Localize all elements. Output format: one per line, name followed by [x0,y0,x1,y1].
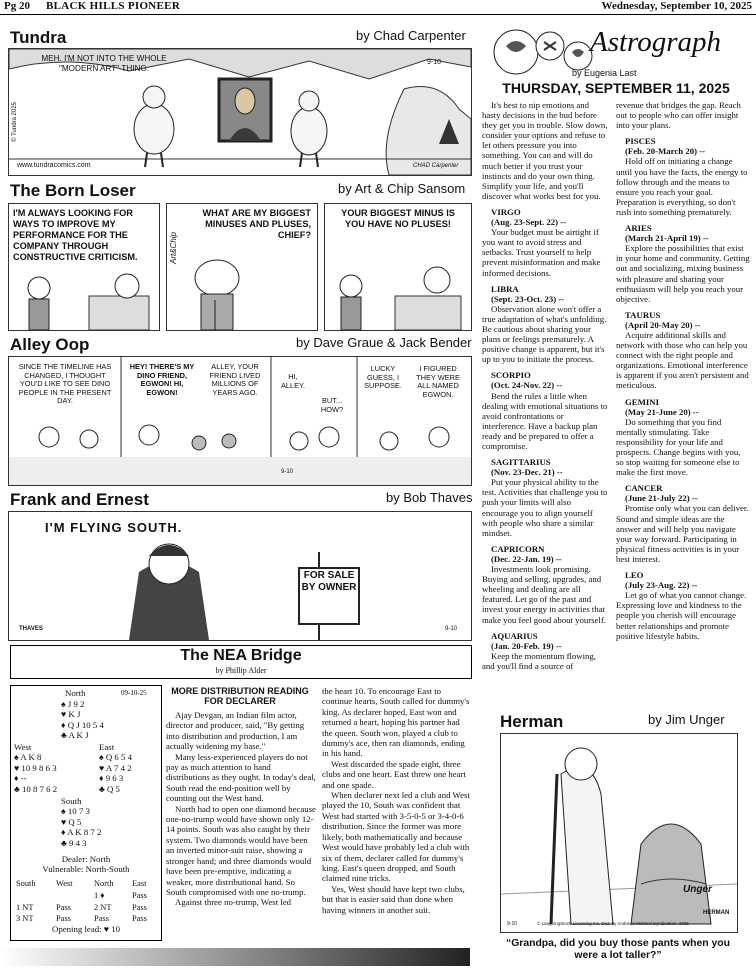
herman-title: Herman [500,712,564,731]
herman-brand: HERMAN [703,910,730,916]
born-loser-speech-3: YOUR BIGGEST MINUS IS YOU HAVE NO PLUSES! [341,208,455,229]
sign-scorpio: SCORPIO [491,370,531,381]
alley-oop-speech-2a: HEY! THERE'S MY DINO FRIEND, EGWON! HI, EGWON! [129,362,195,397]
herman-byline: by Jim Unger [648,712,725,727]
sign-cancer: CANCER [625,483,663,494]
sign-gemini: GEMINI [625,396,660,407]
astrograph-byline: by Eugenia Last [572,68,637,78]
sign-aquarius: AQUARIUS [491,630,538,641]
astrograph-header [482,28,750,98]
sign-virgo: VIRGO [491,206,521,217]
sign-libra: LIBRA [491,283,519,294]
sign-aries: ARIES [625,223,652,234]
tundra-site: www.tundracomics.com [17,162,91,169]
sign-sagittarius: SAGITTARIUS [491,457,551,468]
bridge-north-hand: ♠ J 9 2 ♥ K J ♦ Q J 10 5 4 ♣ A K J [61,699,104,741]
sign-leo: LEO [625,570,644,581]
born-loser-speech-1: I'M ALWAYS LOOKING FOR WAYS TO IMPROVE MY PERFORMANCE FOR THE COMPANY THROUGH CONSTRUCTIVE CRITICISM. [13,208,138,262]
bridge-byline: by Phillip Alder [215,666,267,675]
herman-caption: “Grandpa, did you buy those pants when you were a lot taller?” [506,938,730,961]
page-header [0,0,756,15]
astrograph-column-2: revenue that bridges the gap. Reach out to people who can offer insight into your plans. PISCES (Feb. 20-March 20) -- Hold off on initiating a change until you have the facts, the energy to follow through and the means to ensure you reach your goal. Preparation is everything, so don't rush into something prematurely. ARIES (March 21-April 19) -- Explore the possibilities that exist in your home and community. Getting out and socializing, mixing business with pleasure and sharing your enthusiasm will help you reach your objective. TAURUS (April 20-May 20) -- Acquire additional skills and network with those who can help you connect with the right people and organizations. Emotional interference is apparent if you aren't persistent and meticulous. GEMINI (May 21-June 20) -- Do something that you find mentally stimulating. Take responsibility for your life and prospects. Change begins with you, so stop waiting for someone else to make the first move. CANCER (June 21-July 22) -- Promise only what you can deliver. Sound and simple ideas are the answer and will help you navigate your way forward. Participating in physical fitness activities is in your best interest. LEO (July 23-Aug. 22) -- Let go of what you cannot change. Expressing love and kindness to the people you cherish will encourage better relationships and promote positive lifestyle habits. [616,100,750,641]
frank-ernest-panel [8,511,472,641]
born-loser-byline: by Art & Chip Sansom [338,181,466,196]
born-loser-signature: Art&Chip [169,231,178,264]
alley-oop-byline: by Dave Graue & Jack Bender [296,335,472,350]
page-number: Pg 20 [4,0,30,12]
alley-oop-speech-1: SINCE THE TIMELINE HAS CHANGED, I THOUGHT YOU'D LIKE TO SEE DINO PEOPLE IN THE PRESENT DAY. [18,362,112,406]
alley-oop-speech-4a: LUCKY GUESS, I SUPPOSE. [364,364,402,391]
born-loser-panel-1 [8,203,160,331]
frank-ernest-byline: by Bob Thaves [386,490,473,505]
page-date: Wednesday, September 10, 2025 [601,0,752,12]
bridge-column-2: the heart 10. To encourage East to continue hearts, South called for dummy's king. As declarer hoped, East won and returned a heart, hoping his partner had the queen. South won, played a club to dummy's ace, then ran diamonds, ending in his hand. West discarded the spade eight, three clubs and one heart. East threw one heart and one spade. When declarer next led a club and West played the 10, South was confident that West had started with 3-5-0-5 or 3-4-0-6 distribution. Since the former was more likely, both mathematically and because West would have probably led a club with six of them, declarer called for dummy's king. East's queen dropped, and South claimed nine tricks. Yes, West should have kept two clubs, but that is easier said than done when having winners in another suit. [322,686,470,915]
bridge-south-hand: South ♠ 10 7 3 ♥ Q 5 ♦ A K 8 7 2 ♣ 9 4 3 [61,796,102,848]
tundra-title: Tundra [10,28,67,47]
tundra-panel [8,48,472,176]
bridge-column-1: Ajay Devgan, an Indian film actor, director and producer, said, "By getting into distribution and production, I am actually widening my base." Many less-experienced players do not pay as much attention to hand distributions as they ought. In today's deal, South read the end-position well by counting out the West hand. North had to open one diamond because one-no-trump would have shown only 12-14 points. South was also caught by their system. Two diamonds would have been an inverted minor-suit raise, showing a stronger hand; and three diamonds would have been pre-emptive, indicating a weaker, more distributional hand. So South compromised with one no-trump. Against three no-trump, West led [166,710,316,908]
frank-ernest-caption: I'M FLYING SOUTH. [45,520,183,535]
bridge-title: The NEA Bridge [180,647,302,664]
alley-oop-date-code: 9-10 [281,469,294,475]
bridge-opening-lead: Opening lead: ♥ 10 [51,924,120,934]
sign-capricorn: CAPRICORN [491,543,545,554]
frank-ernest-sign: FOR SALE BY OWNER [301,570,357,593]
alley-oop-strip [8,356,472,486]
herman-panel [500,733,738,933]
bridge-east-hand: East ♠ Q 6 5 4 ♥ A 7 4 2 ♦ 9 6 3 ♣ Q 5 [99,742,133,794]
astrograph-column-1: It's best to nip emotions and hasty decisions in the bud before they get you in trouble. Slow down, consider your options and refuse to let others pressure you into something. You can and will do much better if you trust your instincts and do your own thing. Simplify your life, and you'll discover what works best for you. VIRGO (Aug. 23-Sept. 22) -- Your budget must be airtight if you want to avoid stress and setbacks. Trust yourself to help prevent misinformation and make informed decisions. LIBRA (Sept. 23-Oct. 23) -- Observation alone won't offer a true adaptation of what's unfolding. Be cautious about sharing your plans or feelings prematurely. A positive change is apparent, but it's up to you to initiate the process. SCORPIO (Oct. 24-Nov. 22) -- Bend the rules a little when dealing with emotional situations to avoid confrontations or interference. Have a backup plan ready and be prepared to offer a compromise. SAGITTARIUS (Nov. 23-Dec. 21) -- Put your physical ability to the test. Activities that challenge you to push your limits will also encourage you to align yourself with people who share a similar mindset. CAPRICORN (Dec. 22-Jan. 19) -- Investments look promising. Buying and selling, upgrades, and wheeling and dealing are all featured. Let go of the past and invest your energy in activities that make you feel good about yourself. AQUARIUS (Jan. 20-Feb. 19) -- Keep the momentum flowing, and you'll find a source of [482,100,608,671]
tundra-copyright: © Tundra 2025 [11,102,18,142]
alley-oop-title: Alley Oop [10,335,90,354]
bridge-auction: South West North East 1 ♦ Pass 1 NT Pass 2 NT Pass 3 NT Pass Pass Pass [16,879,147,924]
bridge-banner [10,645,472,679]
alley-oop-speech-4b: I FIGURED THEY WERE ALL NAMED EGWON. [416,364,460,399]
alley-oop-speech-3b: BUT... HOW? [320,396,344,414]
herman-art [501,734,737,932]
born-loser-panel-2 [166,203,318,331]
astrograph-title: Astrograph [590,26,722,58]
born-loser-speech-2: WHAT ARE MY BIGGEST MINUSES AND PLUSES, CHIEF? [202,208,311,240]
bridge-hand-box [10,685,162,941]
herman-copyright: © LaughingStock Licensing Inc. Dist. by Andrews McMeel Syndication, 2025 [537,921,689,926]
tundra-signature: CHAD Carpenter [413,163,459,169]
tundra-speech: MEH. I'M NOT INTO THE WHOLE "MODERN ART" THING. [41,54,167,73]
bridge-north-label: North [65,688,86,698]
bottom-decoration [0,948,470,966]
frank-ernest-date-code: 9-10 [445,626,458,632]
alley-oop-speech-2b: ALLEY, YOUR FRIEND LIVED MILLIONS OF YEARS AGO. [209,362,261,397]
frank-ernest-signature: THAVES [19,626,43,632]
herman-date-code: 9-10 [507,921,518,927]
astrograph-date: THURSDAY, SEPTEMBER 11, 2025 [502,80,730,96]
bridge-west-hand: West ♠ A K 8 ♥ 10 9 8 6 3 ♦ -- ♣ 10 8 7 6 2 [14,742,58,794]
newspaper-name: BLACK HILLS PIONEER [46,0,181,12]
bridge-vulnerable: Vulnerable: North-South [42,864,130,874]
bridge-date: 09-10-25 [121,689,147,697]
born-loser-panel-3 [324,203,472,331]
bridge-dealer: Dealer: North [61,854,111,864]
frank-ernest-title: Frank and Ernest [10,490,149,509]
alley-oop-speech-3a: HI, ALLEY. [280,372,306,390]
born-loser-title: The Born Loser [10,181,136,200]
tundra-byline: by Chad Carpenter [356,28,466,43]
tundra-date-code: 9-10 [427,59,442,66]
bridge-headline: MORE DISTRIBUTION READING FOR DECLARER [171,686,309,707]
sign-pisces: PISCES [625,136,656,147]
herman-signature: Unger [683,884,712,895]
sign-taurus: TAURUS [625,309,661,320]
